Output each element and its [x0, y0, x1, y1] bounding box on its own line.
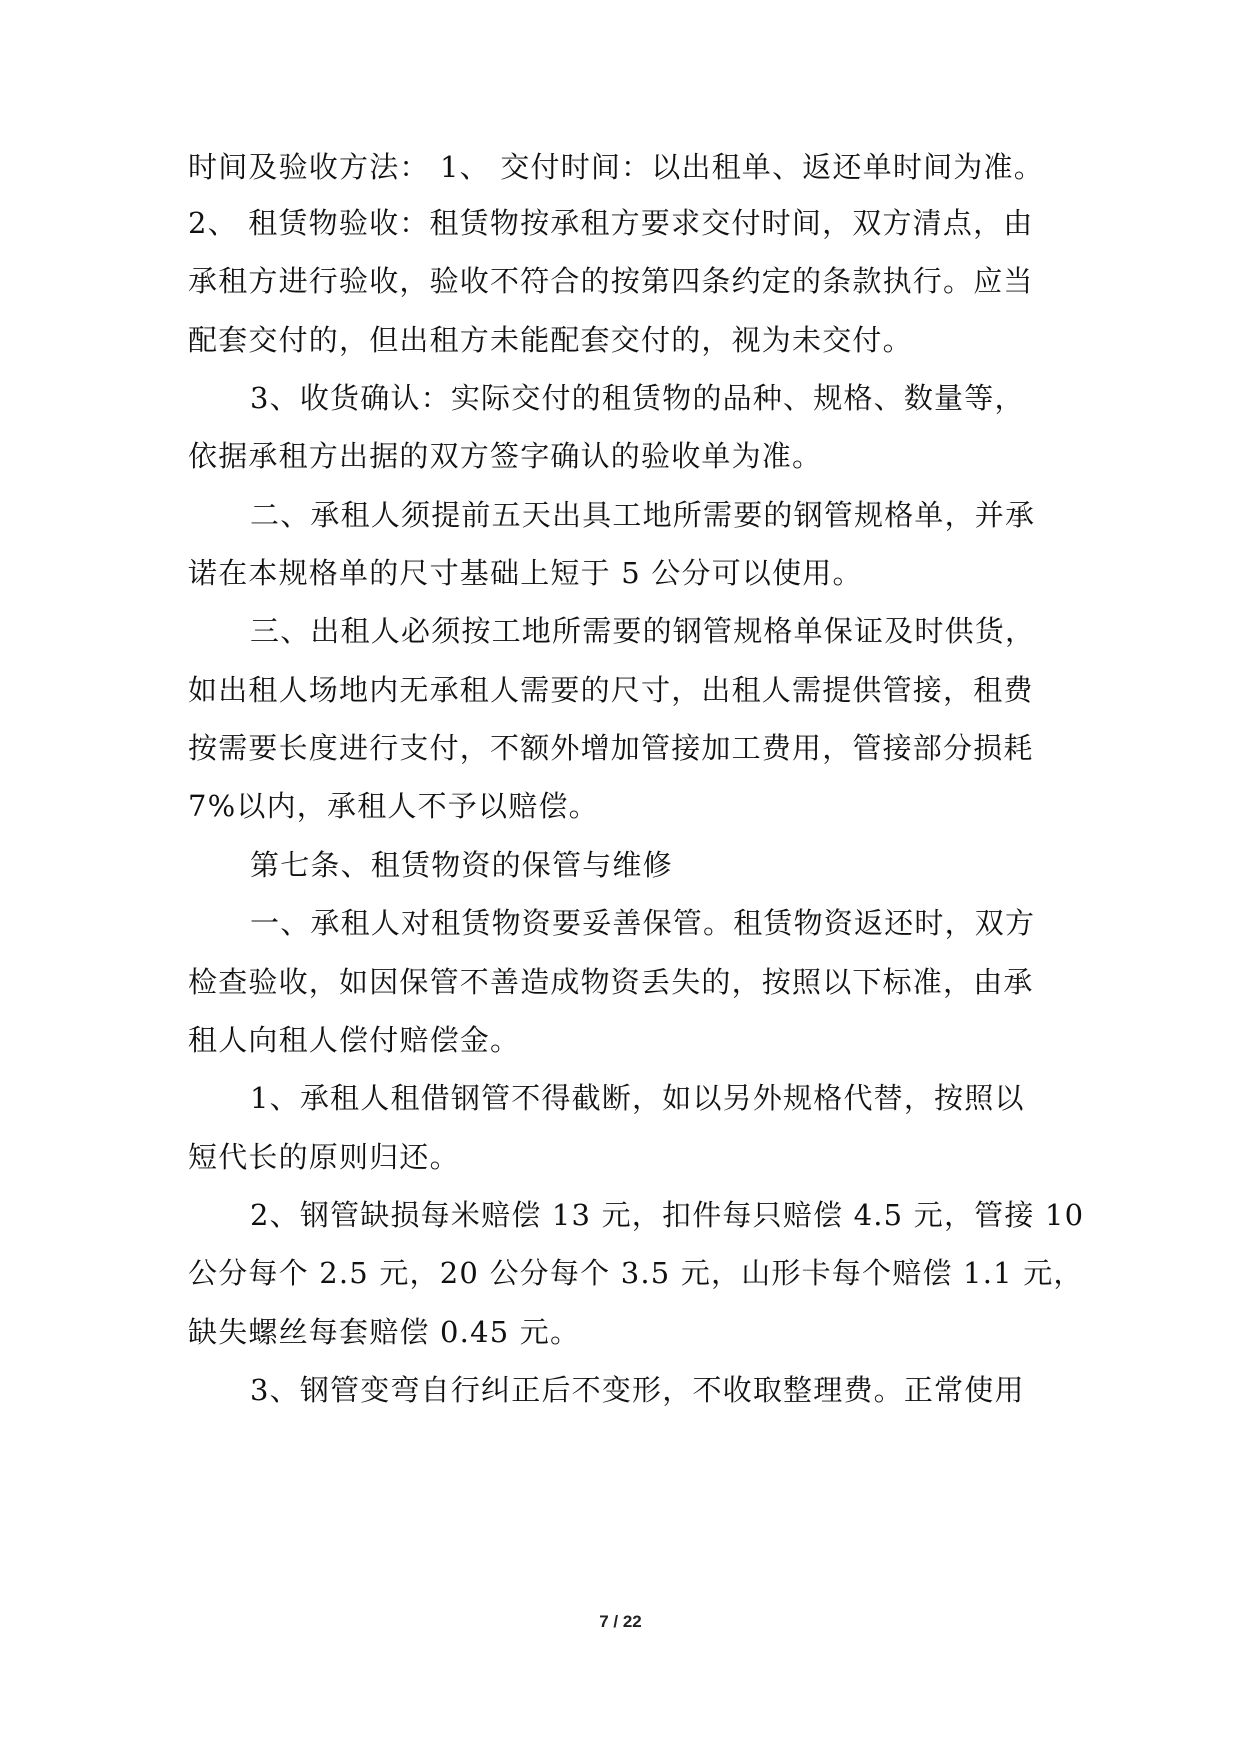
text-line-8: 诺在本规格单的尺寸基础上短于 5 公分可以使用。: [188, 556, 863, 590]
text-line-22: 3、钢管变弯自行纠正后不变形，不收取整理费。正常使用: [250, 1373, 1025, 1407]
text-line-7: 二、承租人须提前五天出具工地所需要的钢管规格单，并承: [250, 498, 1036, 532]
text-line-11: 按需要长度进行支付，不额外增加管接加工费用，管接部分损耗: [188, 731, 1034, 765]
text-line-19: 2、钢管缺损每米赔偿 13 元，扣件每只赔偿 4.5 元，管接 10: [250, 1198, 1085, 1232]
text-line-18: 短代长的原则归还。: [188, 1140, 460, 1174]
page-number: 7 / 22: [599, 1612, 642, 1631]
text-line-1: 时间及验收方法： 1、 交付时间：以出租单、返还单时间为准。: [188, 150, 1044, 184]
text-line-4: 配套交付的，但出租方未能配套交付的，视为未交付。: [188, 323, 913, 357]
text-line-6: 依据承租方出据的双方签字确认的验收单为准。: [188, 439, 823, 473]
text-line-15: 检查验收，如因保管不善造成物资丢失的，按照以下标准，由承: [188, 965, 1034, 999]
text-line-20: 公分每个 2.5 元，20 公分每个 3.5 元，山形卡每个赔偿 1.1 元，: [188, 1256, 1084, 1290]
text-line-16: 租人向租人偿付赔偿金。: [188, 1023, 521, 1057]
text-line-14: 一、承租人对租赁物资要妥善保管。租赁物资返还时，双方: [250, 906, 1036, 940]
text-line-9: 三、出租人必须按工地所需要的钢管规格单保证及时供货，: [250, 614, 1036, 648]
text-line-10: 如出租人场地内无承租人需要的尺寸，出租人需提供管接，租费: [188, 673, 1034, 707]
text-line-3: 承租方进行验收，验收不符合的按第四条约定的条款执行。应当: [188, 264, 1034, 298]
text-line-2: 2、 租赁物验收：租赁物按承租方要求交付时间，双方清点，由: [188, 206, 1034, 240]
text-line-17: 1、承租人租借钢管不得截断，如以另外规格代替，按照以: [250, 1081, 1025, 1115]
text-line-21: 缺失螺丝每套赔偿 0.45 元。: [188, 1315, 581, 1349]
text-line-5: 3、收货确认：实际交付的租赁物的品种、规格、数量等，: [250, 381, 1025, 415]
text-line-12: 7%以内，承租人不予以赔偿。: [188, 789, 599, 823]
text-line-13: 第七条、租赁物资的保管与维修: [250, 848, 673, 882]
